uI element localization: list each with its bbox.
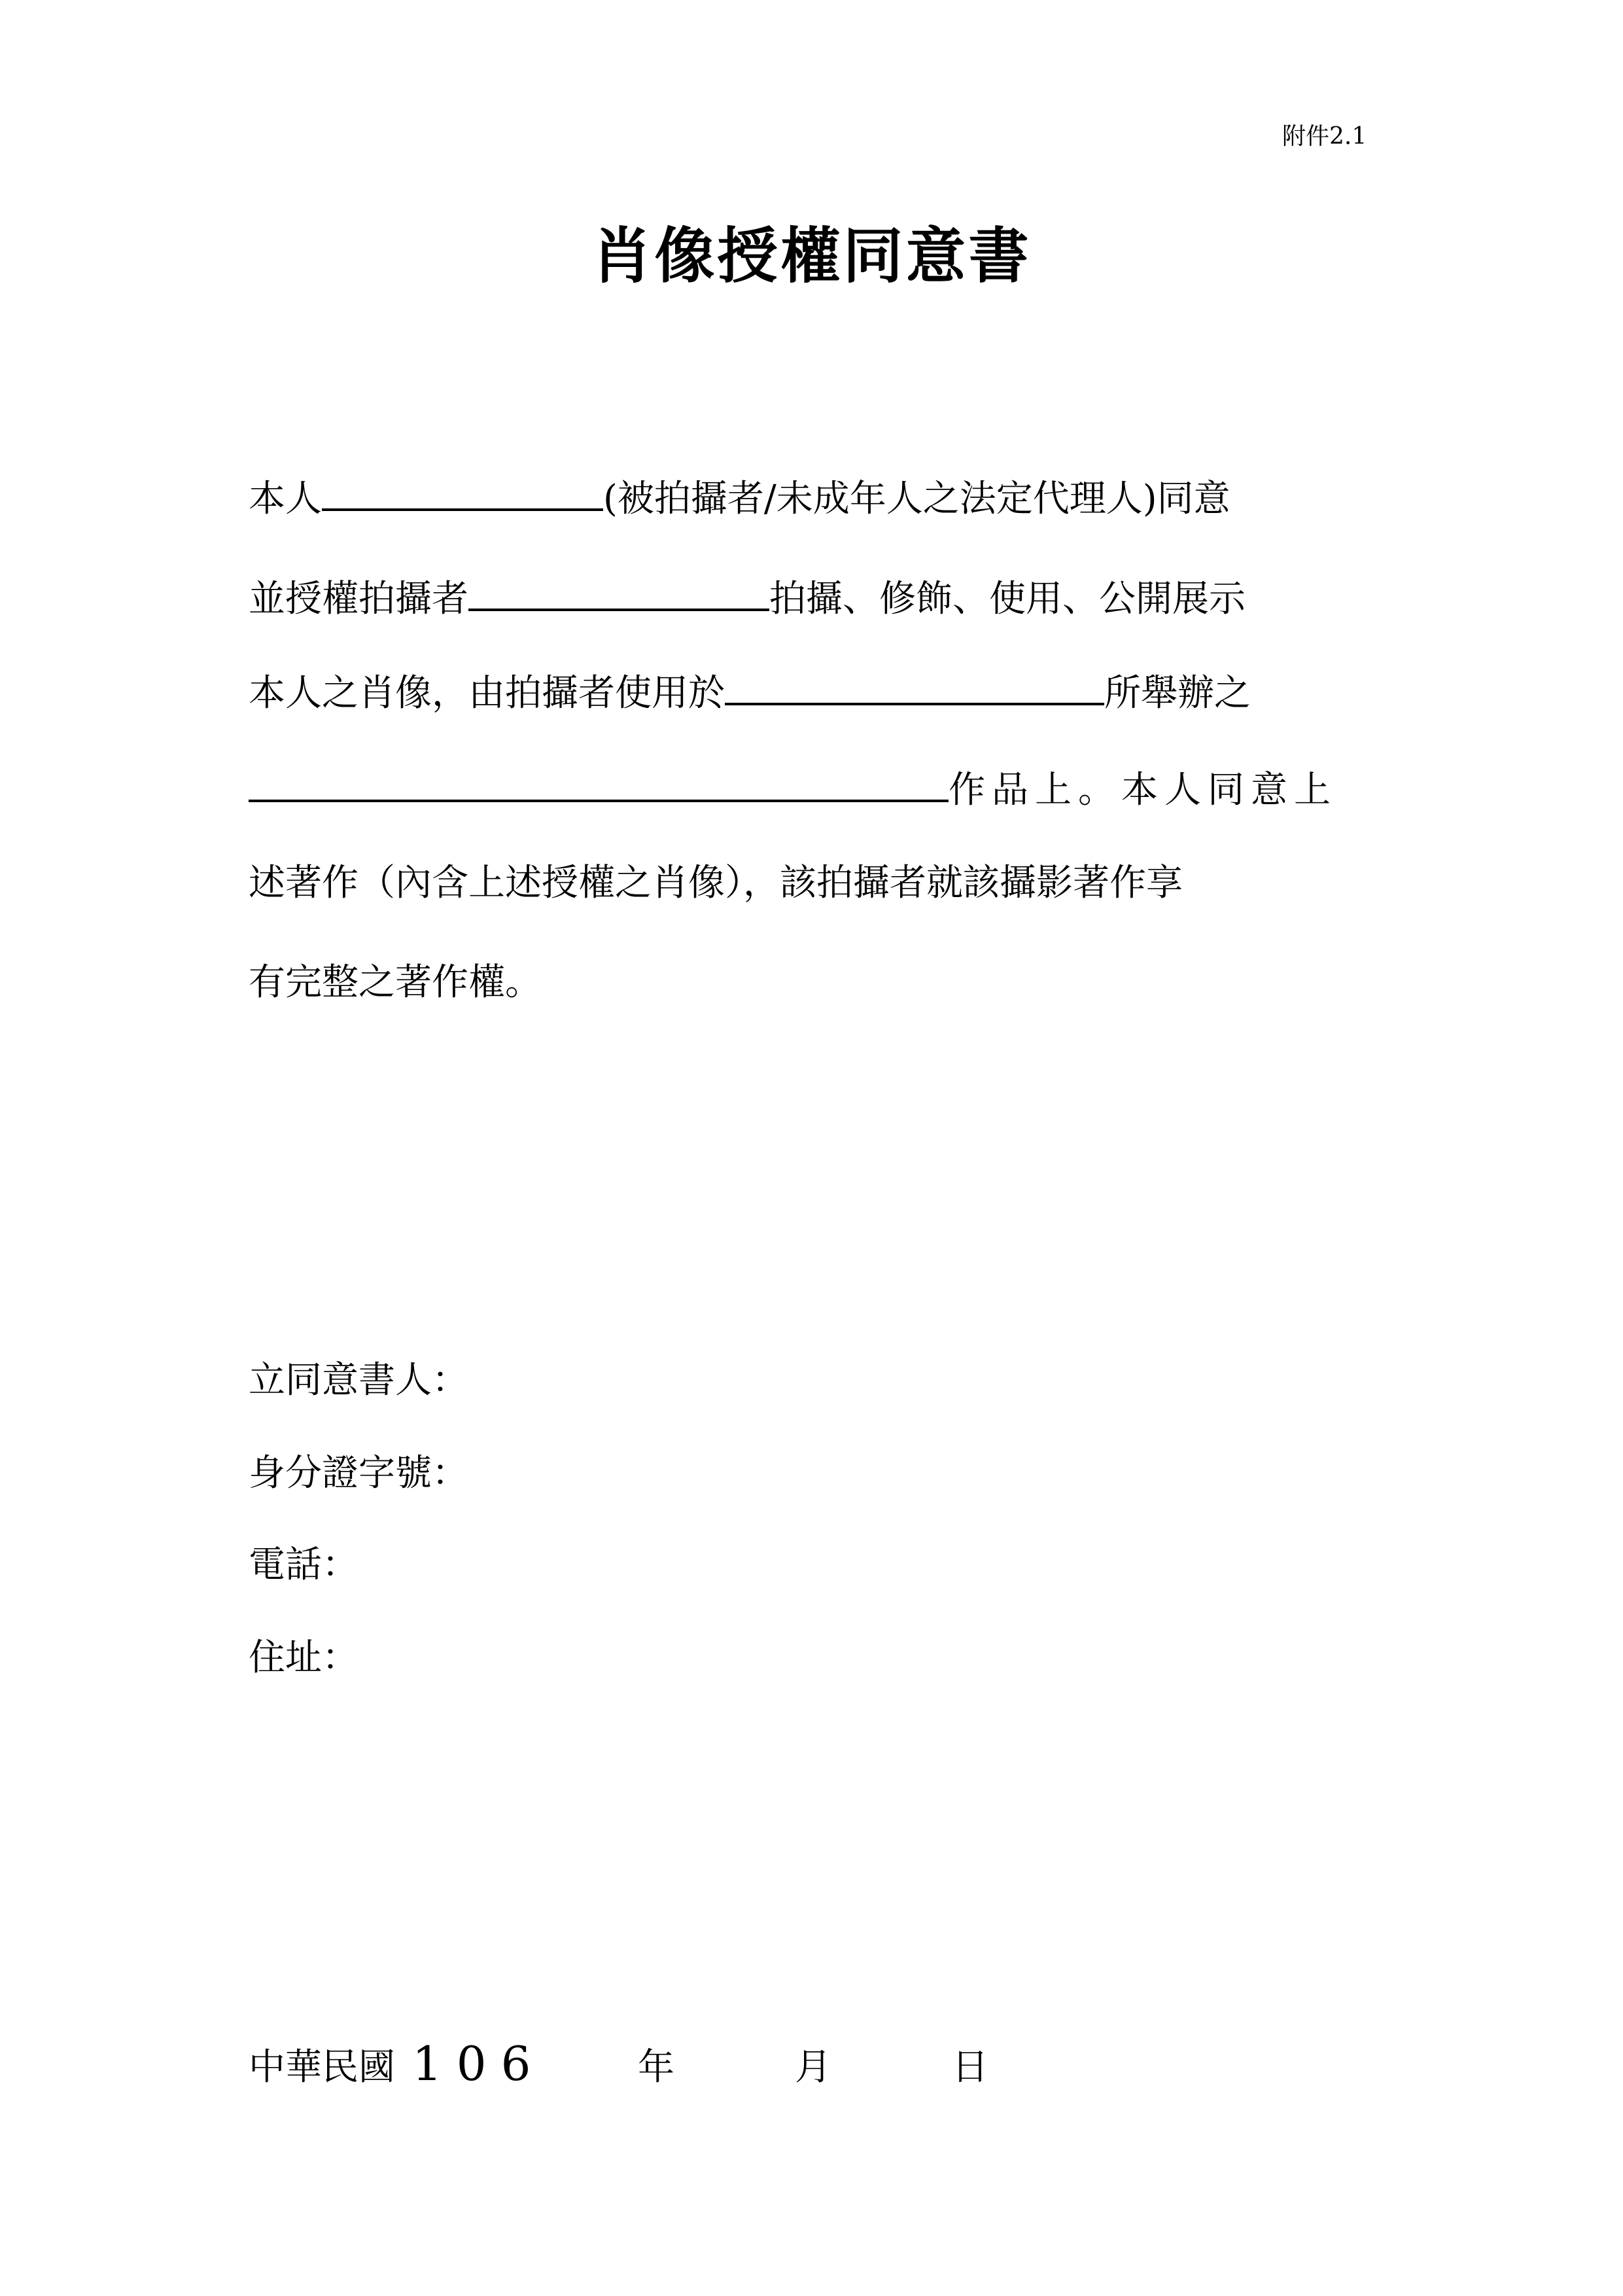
year-unit: 年 — [638, 2046, 674, 2089]
photographer-blank[interactable] — [468, 568, 769, 611]
body-line-2: 並授權拍攝者 拍攝、修飾、使用、公開展示 — [249, 568, 1387, 620]
phone-field[interactable]: 電話： — [249, 1544, 358, 1586]
signer-field[interactable]: 立同意書人： — [249, 1359, 468, 1402]
month-unit: 月 — [795, 2046, 831, 2089]
day-unit: 日 — [952, 2046, 988, 2089]
annex-label: 附件2.1 — [1282, 123, 1367, 150]
address-field[interactable]: 住址： — [249, 1636, 358, 1679]
year-value[interactable]: 106 — [412, 2036, 546, 2091]
id-number-field[interactable]: 身分證字號： — [249, 1452, 468, 1494]
body-line-6: 有完整之著作權。 — [249, 961, 542, 1004]
era-label: 中華民國 — [249, 2046, 395, 2089]
name-blank[interactable] — [322, 468, 603, 511]
document-title: 肖像授權同意書 — [591, 221, 1032, 291]
body-line-5: 述著作（內含上述授權之肖像），該拍攝者就該攝影著作享 — [249, 862, 1183, 904]
work-blank[interactable] — [249, 759, 949, 802]
body-line-3: 本人之肖像，由拍攝者使用於 所舉辦之 — [249, 662, 1387, 715]
organizer-blank[interactable] — [725, 662, 1104, 705]
body-line-1: 本人 (被拍攝者/未成年人之法定代理人)同意 — [249, 468, 1387, 520]
body-line-4: 作品上。本人同意上 — [249, 759, 1387, 811]
